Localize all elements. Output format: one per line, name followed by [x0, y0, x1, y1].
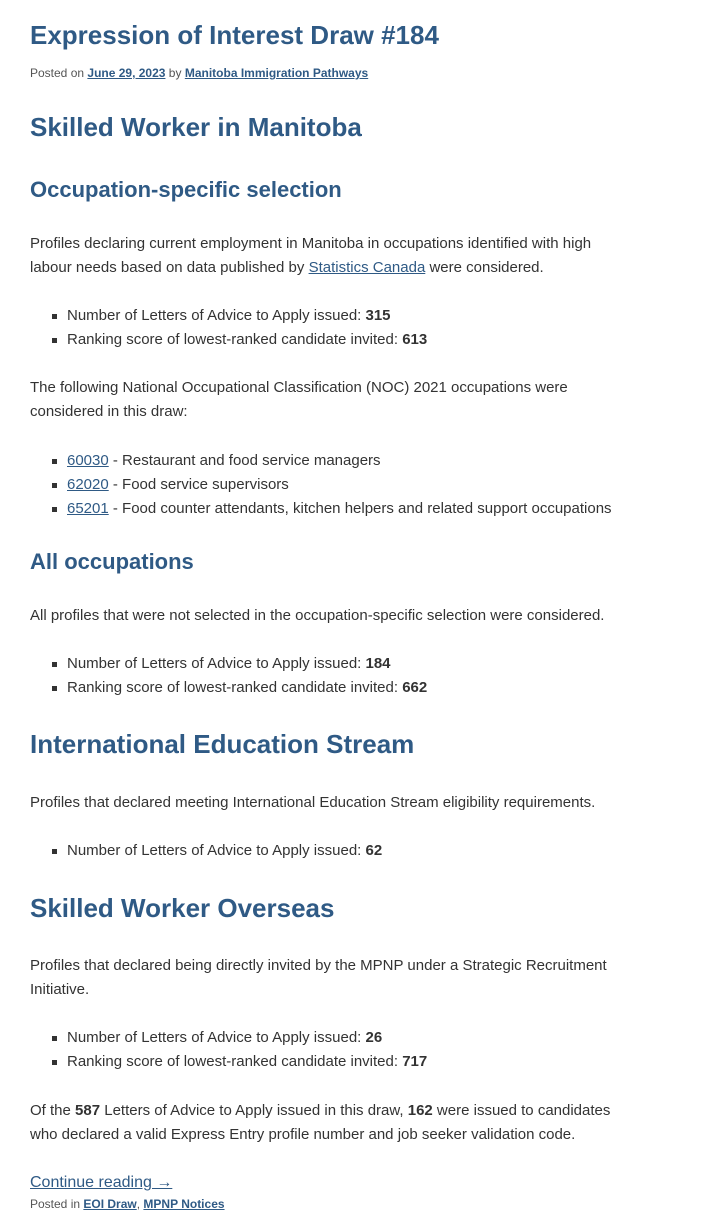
all-occupations-paragraph: All profiles that were not selected in the occupation-specific selection were considered.: [30, 607, 605, 624]
bullet-value: 315: [365, 307, 391, 324]
noc-description: - Restaurant and food service managers: [108, 452, 381, 469]
bullet-label: Ranking score of lowest-ranked candidate invited:: [67, 1053, 403, 1070]
bullet-value: 26: [365, 1029, 383, 1046]
subheading-occupation-specific: Occupation-specific selection: [30, 177, 342, 202]
noc-intro-paragraph: [30, 376, 568, 424]
section-heading-skilled-worker-overseas: Skilled Worker Overseas: [30, 893, 335, 923]
post-date-link[interactable]: June 29, 2023: [87, 66, 166, 80]
bullet-value: 717: [402, 1053, 428, 1070]
bullet-label: Ranking score of lowest-ranked candidate invited:: [67, 331, 403, 348]
noc-code-link[interactable]: 60030: [67, 452, 109, 469]
category-separator: ,: [136, 1197, 144, 1211]
noc-description: - Food service supervisors: [108, 476, 289, 493]
bullet-label: Number of Letters of Advice to Apply issued:: [67, 1029, 366, 1046]
summary-text: Letters of Advice to Apply issued in this draw,: [100, 1102, 408, 1119]
summary-total: 587: [75, 1102, 101, 1119]
subheading-all-occupations: All occupations: [30, 549, 194, 574]
list-item: [67, 1026, 382, 1050]
occupation-specific-paragraph: [30, 232, 591, 280]
statistics-canada-link[interactable]: Statistics Canada: [308, 259, 426, 276]
bullet-label: Ranking score of lowest-ranked candidate invited:: [67, 679, 403, 696]
noc-code-link[interactable]: 62020: [67, 476, 109, 493]
summary-text: were issued to candidates: [432, 1102, 611, 1119]
paragraph-line: Profiles declaring current employment in Manitoba in occupations identified with high: [30, 235, 592, 252]
section-heading-skilled-worker-manitoba: Skilled Worker in Manitoba: [30, 112, 362, 142]
noc-list-item: [67, 497, 612, 521]
continue-reading-link[interactable]: Continue reading →: [30, 1174, 173, 1191]
bullet-label: Number of Letters of Advice to Apply issued:: [67, 307, 366, 324]
posted-on-label: Posted on: [30, 66, 85, 80]
list-item: [67, 304, 391, 328]
skilled-worker-overseas-paragraph: [30, 954, 607, 1002]
post-title: Expression of Interest Draw #184: [30, 20, 439, 50]
paragraph-line: Initiative.: [30, 981, 90, 998]
paragraph-line: considered in this draw:: [30, 403, 188, 420]
international-education-paragraph: Profiles that declared meeting International Education Stream eligibility requirements.: [30, 794, 596, 811]
summary-ee-count: 162: [407, 1102, 433, 1119]
category-link-eoi-draw[interactable]: EOI Draw: [83, 1197, 137, 1211]
list-item: [67, 676, 427, 700]
noc-list-item: [67, 449, 381, 473]
author-link[interactable]: Manitoba Immigration Pathways: [184, 66, 369, 80]
list-item: [67, 839, 382, 863]
bullet-value: 662: [402, 679, 428, 696]
summary-paragraph: [30, 1099, 610, 1147]
bullet-label: Number of Letters of Advice to Apply issued:: [67, 655, 366, 672]
post-footer: [30, 1196, 225, 1212]
bullet-label: Number of Letters of Advice to Apply issued:: [67, 842, 366, 859]
bullet-value: 184: [365, 655, 391, 672]
list-item: [67, 652, 391, 676]
paragraph-line: Profiles that declared being directly invited by the MPNP under a Strategic Recruitment: [30, 957, 607, 974]
post-meta: [30, 65, 368, 81]
list-item: [67, 328, 427, 352]
by-label: by: [168, 66, 182, 80]
posted-in-label: Posted in: [30, 1197, 84, 1211]
noc-list-item: [67, 473, 289, 497]
bullet-value: 62: [365, 842, 383, 859]
paragraph-line: were considered.: [425, 259, 544, 276]
noc-code-link[interactable]: 65201: [67, 500, 109, 517]
paragraph-line: labour needs based on data published by: [30, 259, 309, 276]
category-link-mpnp-notices[interactable]: MPNP Notices: [143, 1197, 225, 1211]
noc-description: - Food counter attendants, kitchen helpers and related support occupations: [108, 500, 612, 517]
bullet-value: 613: [402, 331, 428, 348]
section-heading-international-education: International Education Stream: [30, 729, 415, 759]
paragraph-line: The following National Occupational Classification (NOC) 2021 occupations were: [30, 379, 568, 396]
summary-text: who declared a valid Express Entry profile number and job seeker validation code.: [30, 1126, 576, 1143]
summary-text: Of the: [30, 1102, 76, 1119]
list-item: [67, 1050, 427, 1074]
